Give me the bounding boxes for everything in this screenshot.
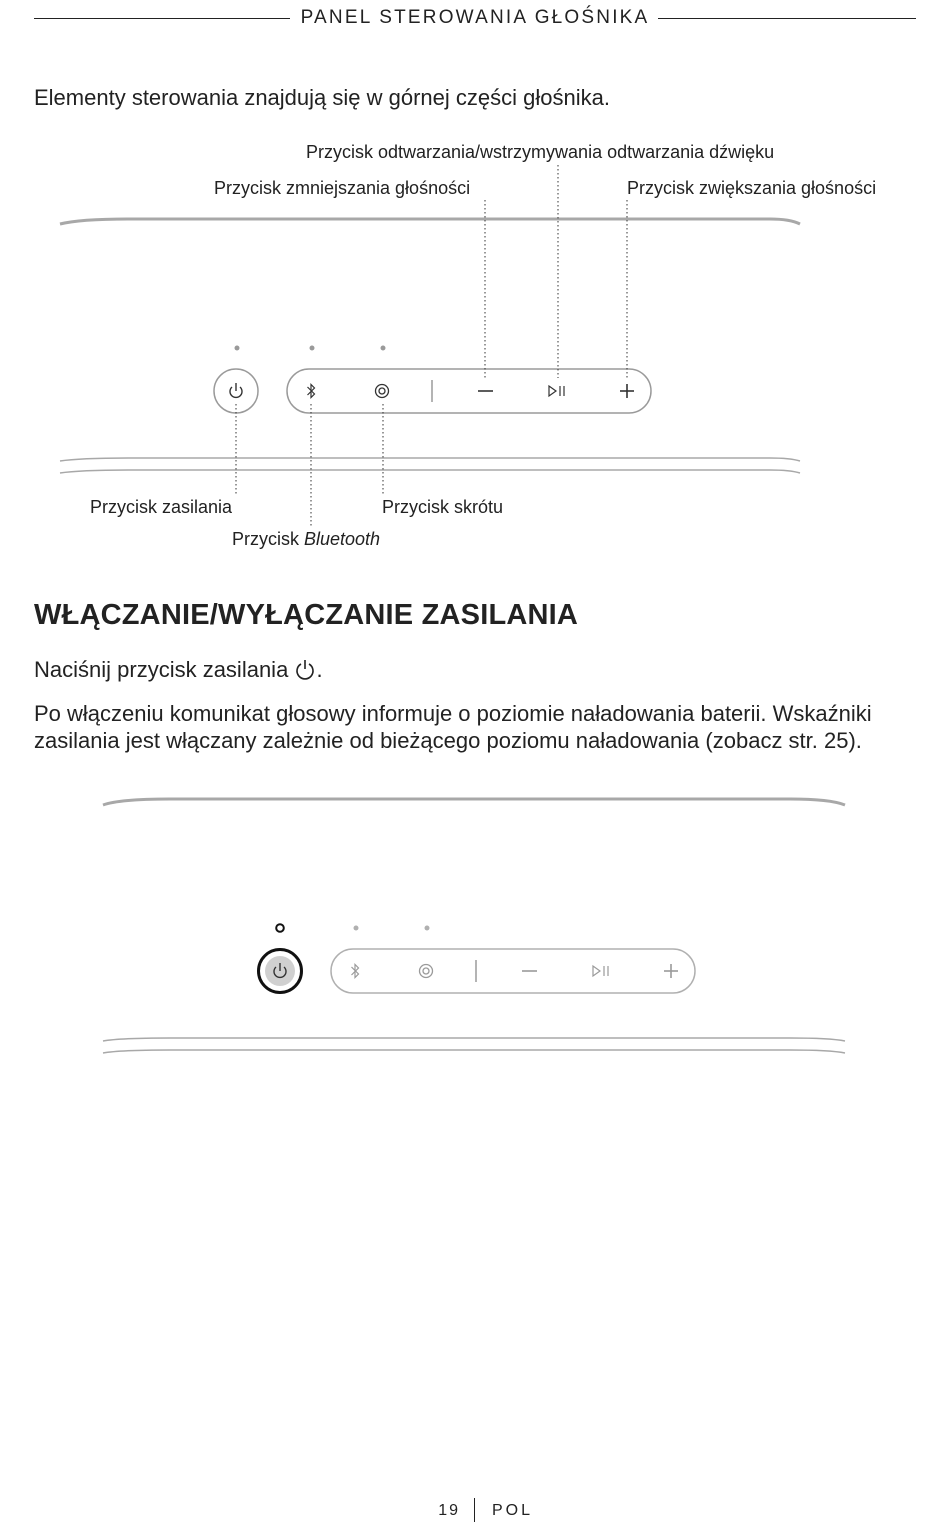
- speaker-edge-line-3: [103, 1038, 845, 1041]
- shortcut-indicator-light-2: [425, 926, 430, 931]
- bluetooth-indicator-light-2: [354, 926, 359, 931]
- power-on-diagram: [103, 799, 845, 1053]
- bluetooth-indicator-light: [310, 346, 315, 351]
- power-indicator-light: [235, 346, 240, 351]
- power-label: Przycisk zasilania: [90, 497, 233, 517]
- bluetooth-label-prefix: Przycisk: [232, 529, 304, 549]
- speaker-top-edge-2: [103, 799, 845, 805]
- speaker-edge-line-2: [60, 470, 800, 473]
- language-code: POL: [492, 1502, 534, 1519]
- page-number: 19: [438, 1502, 460, 1519]
- page-section-title: PANEL STEROWANIA GŁOŚNIKA: [300, 7, 650, 28]
- step-1-text: [34, 655, 924, 683]
- speaker-edge-line-4: [103, 1050, 845, 1053]
- bluetooth-label: [232, 528, 380, 550]
- step-1-instruction: Naciśnij przycisk zasilania: [34, 657, 289, 682]
- shortcut-label: Przycisk skrótu: [382, 497, 504, 517]
- shortcut-indicator-light: [381, 346, 386, 351]
- step-2-text: Po włączeniu komunikat głosowy informuje o poziomie naładowania baterii. Wskaźniki zasilania jest włączany zależnie od bieżącego poziomu naładowania (zobacz str. 25).: [34, 701, 872, 753]
- section-heading: WŁĄCZANIE/WYŁĄCZANIE ZASILANIA: [34, 599, 579, 631]
- volume-up-label: Przycisk zwiększania głośności: [627, 178, 877, 198]
- button-panel-2: [331, 949, 695, 993]
- button-panel: [287, 369, 651, 413]
- bluetooth-label-name: Bluetooth: [304, 529, 381, 549]
- speaker-edge-line-1: [60, 458, 800, 461]
- volume-down-label: Przycisk zmniejszania głośności: [214, 178, 471, 198]
- intro-text: Elementy sterowania znajdują się w górnej części głośnika.: [34, 85, 610, 110]
- play-pause-label: Przycisk odtwarzania/wstrzymywania odtwarzania dźwięku: [306, 142, 775, 162]
- power-indicator-light-on: [276, 924, 284, 932]
- power-icon: [294, 658, 316, 680]
- footer-divider: [474, 1498, 475, 1522]
- step-1-end: .: [316, 657, 323, 682]
- speaker-top-edge: [60, 219, 800, 224]
